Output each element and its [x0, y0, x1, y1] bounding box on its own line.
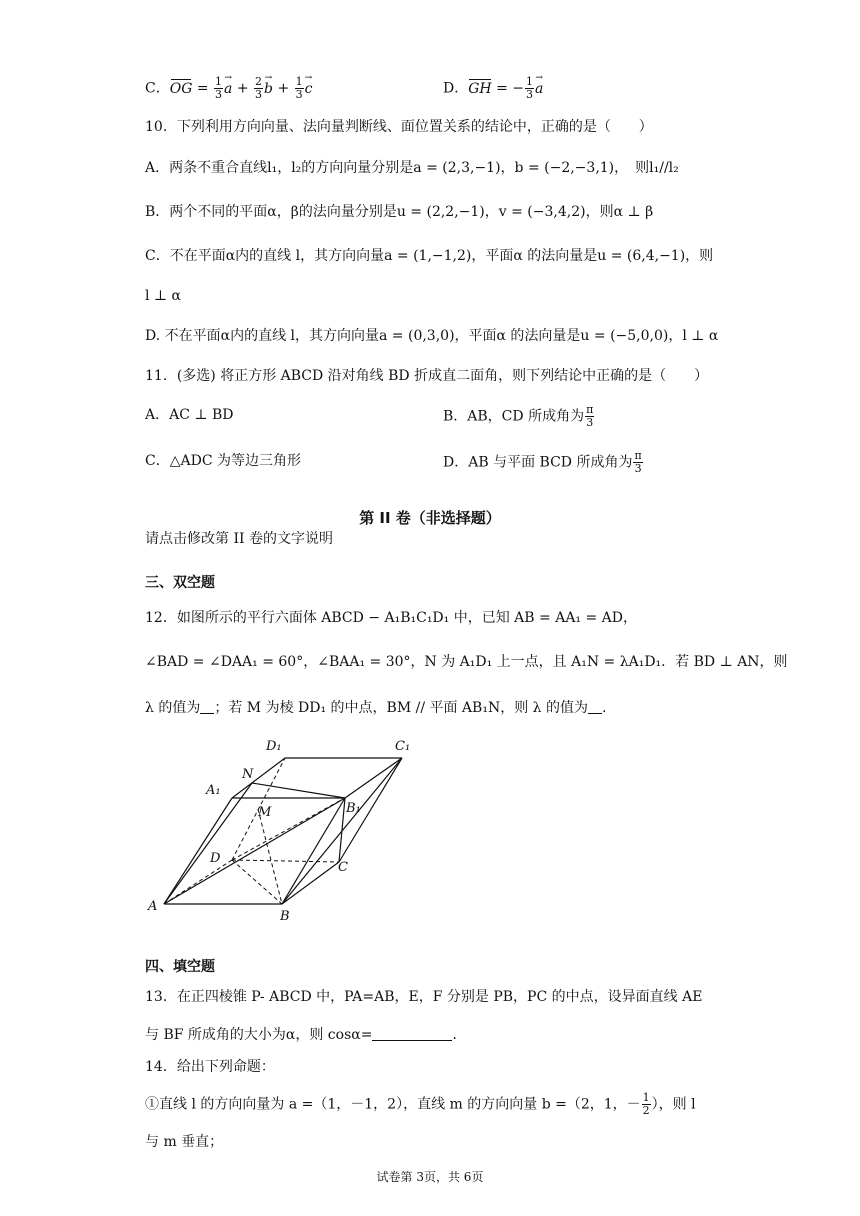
- q13-line1: 13．在正四棱锥 P- ABCD 中，PA=AB，E，F 分别是 PB，PC 的中点，设异面直线 AE: [145, 989, 703, 1005]
- q14-stem: 14．给出下列命题：: [145, 1059, 275, 1075]
- q10-option-a: A．两条不重合直线l₁，l₂的方向向量分别是a = (2,3,−1)，b = (−2,−3,1)， 则l₁//l₂: [145, 160, 679, 176]
- label-a: A: [148, 899, 158, 914]
- q12-line3: λ 的值为 ；若 M 为棱 DD₁ 的中点，BM // 平面 AB₁N，则 λ 的值为 .: [145, 700, 607, 716]
- q12-line1: 12．如图所示的平行六面体 ABCD − A₁B₁C₁D₁ 中，已知 AB = AA₁ = AD，: [145, 610, 638, 626]
- q9-option-d: D．GH = − $\frac{1}{3}$ a →: [443, 76, 543, 101]
- q11-stem: 11．(多选) 将正方形 ABCD 沿对角线 BD 折成直二面角，则下列结论中正确的是（ ）: [145, 368, 709, 384]
- label-b1: B₁: [346, 801, 361, 816]
- q10-option-c-line1: C．不在平面α内的直线 l，其方向向量a = (1,−1,2)，平面α 的法向量是u = (6,4,−1)，则: [145, 248, 714, 264]
- page-footer: 试卷第 3页，共 6页: [376, 1170, 484, 1184]
- label-a1: A₁: [206, 783, 221, 798]
- q11-option-b: B．AB，CD 所成角为 $\frac{\pi}{3}$: [443, 403, 594, 429]
- section3-title: 三、双空题: [145, 575, 215, 591]
- q11-option-d: D．AB 与平面 BCD 所成角为 $\frac{\pi}{3}$: [443, 449, 642, 475]
- parallelepiped-figure: [140, 728, 430, 923]
- q14-item1-line1: ①直线 l 的方向向量为 a =（1，－1，2），直线 m 的方向向量 b =（2，1，－ $\frac{1}{2}$ ），则 l: [145, 1091, 696, 1117]
- label-c1: C₁: [395, 739, 411, 754]
- q12-blank-1[interactable]: [200, 699, 214, 714]
- q9-option-c: C．OG = $\frac{1}{3}$ a → + $\frac{2}{3}$ b → + $\frac{1}{3}$ c →: [145, 76, 312, 101]
- q14-item1-line2: 与 m 垂直；: [145, 1134, 224, 1150]
- part2-title: 第 II 卷（非选择题）: [359, 509, 501, 527]
- q11-option-a: A．AC ⊥ BD: [145, 407, 234, 423]
- label-m: M: [258, 805, 272, 820]
- q13-answer-blank[interactable]: [372, 1026, 452, 1041]
- part2-note[interactable]: 请点击修改第 II 卷的文字说明: [145, 531, 333, 547]
- q12-blank-2[interactable]: [588, 699, 602, 714]
- q12-line2: ∠BAD = ∠DAA₁ = 60°，∠BAA₁ = 30°，N 为 A₁D₁ 上一点，且 A₁N = λA₁D₁．若 BD ⊥ AN，则: [145, 654, 788, 670]
- label-d1: D₁: [266, 739, 282, 754]
- label-b: B: [280, 909, 290, 923]
- q10-option-b: B．两个不同的平面α，β的法向量分别是u = (2,2,−1)，v = (−3,4,2)，则α ⊥ β: [145, 204, 654, 220]
- section4-title: 四、填空题: [145, 959, 215, 975]
- q10-option-d: D. 不在平面α内的直线 l，其方向向量a = (0,3,0)，平面α 的法向量是u = (−5,0,0)，l ⊥ α: [145, 328, 719, 344]
- q13-line2: 与 BF 所成角的大小为α，则 cosα= ．: [145, 1027, 467, 1043]
- label-n: N: [242, 767, 254, 782]
- q11-option-c: C．△ADC 为等边三角形: [145, 453, 301, 469]
- q10-stem: 10．下列利用方向向量、法向量判断线、面位置关系的结论中，正确的是（ ）: [145, 119, 653, 135]
- label-c: C: [338, 860, 348, 875]
- q10-option-c-line2: l ⊥ α: [145, 288, 181, 304]
- label-d: D: [210, 851, 221, 866]
